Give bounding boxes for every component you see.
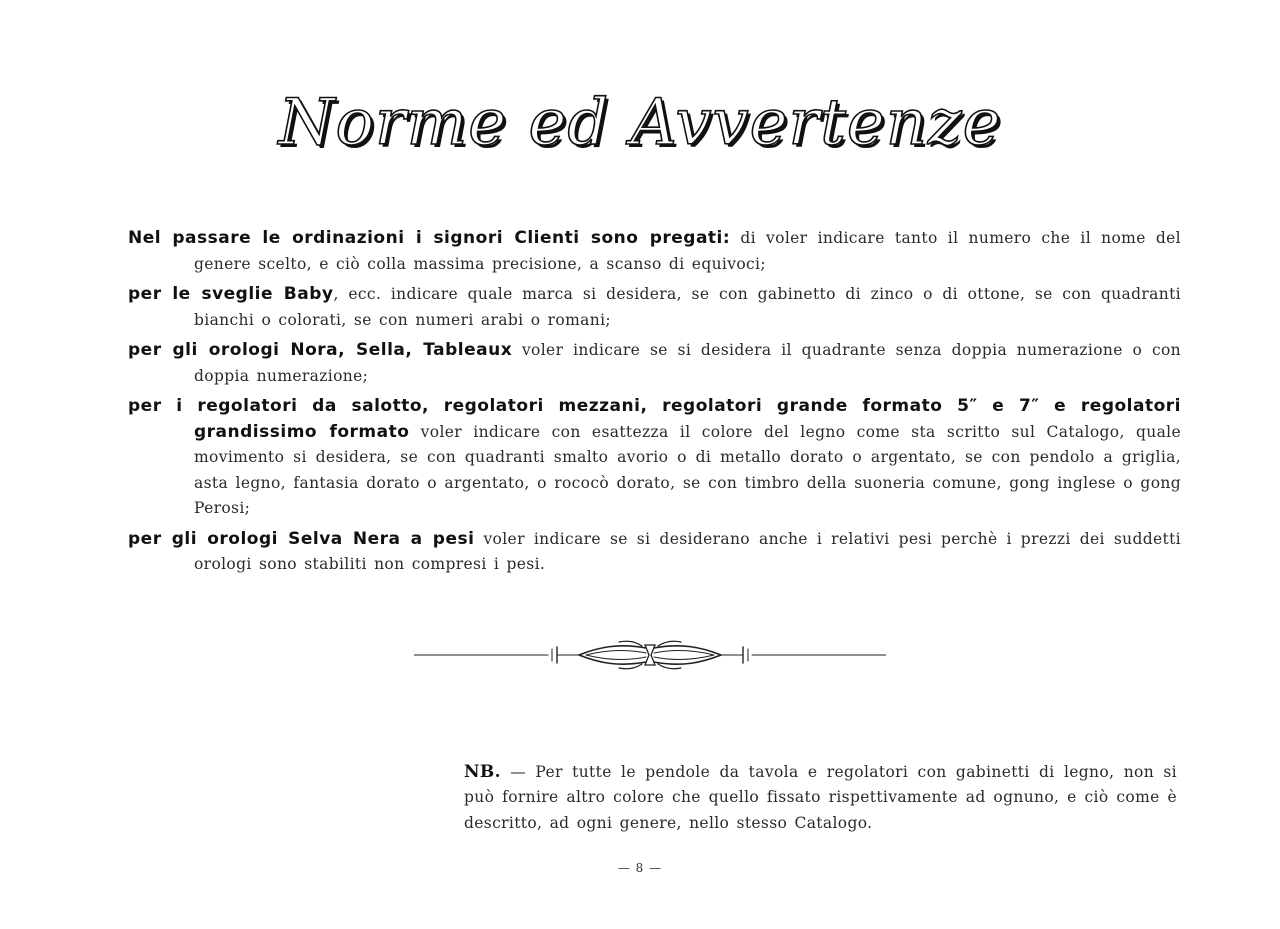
rule-text: voler indicare con esattezza il colore del legno come sta scritto sul Catalogo, quale movimento si desidera, se con quadranti smalto avorio o di metallo dorato o argentato, se con pendolo a griglia, asta legno, fantasia dorato o argentato, o rococò dorato, se con timbro della suoneria comune, gong inglese o gong Perosi; bbox=[194, 422, 1182, 517]
rule-nora-clocks bbox=[128, 338, 1181, 389]
nb-label: NB. bbox=[464, 761, 501, 782]
ornament-divider bbox=[414, 636, 886, 674]
rule-lead: per gli orologi Nora, Sella, Tableaux bbox=[128, 340, 513, 360]
rule-text: voler indicare se si desiderano anche i relativi pesi perchè i prezzi dei suddetti orologi sono stabiliti non compresi i pesi. bbox=[194, 529, 1181, 573]
rule-baby-alarms bbox=[128, 282, 1181, 333]
rule-text: voler indicare se si desidera il quadrante senza doppia numerazione o con doppia numerazione; bbox=[194, 341, 1181, 385]
rule-text: , ecc. indicare quale marca si desidera, se con gabinetto di zinco o di ottone, se con quadranti bianchi o colorati, se con numeri arabi o romani; bbox=[194, 285, 1181, 329]
nb-text: — Per tutte le pendole da tavola e regolatori con gabinetti di legno, non si può fornire altro colore che quello fissato rispettivamente ad ognuno, e ciò come è descritto, ad ogni genere, nello stesso Catalogo. bbox=[464, 762, 1177, 832]
rule-black-forest-clocks bbox=[128, 527, 1181, 578]
rule-lead: per gli orologi Selva Nera a pesi bbox=[128, 528, 475, 549]
rules-list bbox=[128, 226, 1181, 583]
rule-lead: per le sveglie Baby bbox=[128, 284, 334, 304]
rule-text: di voler indicare tanto il numero che il nome del genere scelto, e ciò colla massima precisione, a scanso di equivoci; bbox=[194, 229, 1181, 273]
rule-regulators bbox=[128, 394, 1181, 522]
nota-bene bbox=[464, 760, 1177, 837]
rule-ordering bbox=[128, 226, 1181, 277]
rule-lead: Nel passare le ordinazioni i signori Clienti sono pregati: bbox=[128, 228, 731, 248]
page-number: — 8 — bbox=[617, 861, 663, 875]
page-title: Norme ed Avvertenze bbox=[278, 86, 1002, 160]
rule-lead: per i regolatori da salotto, regolatori mezzani, regolatori grande formato 5″ e 7″ e regolatori grandissimo formato bbox=[128, 396, 1181, 442]
